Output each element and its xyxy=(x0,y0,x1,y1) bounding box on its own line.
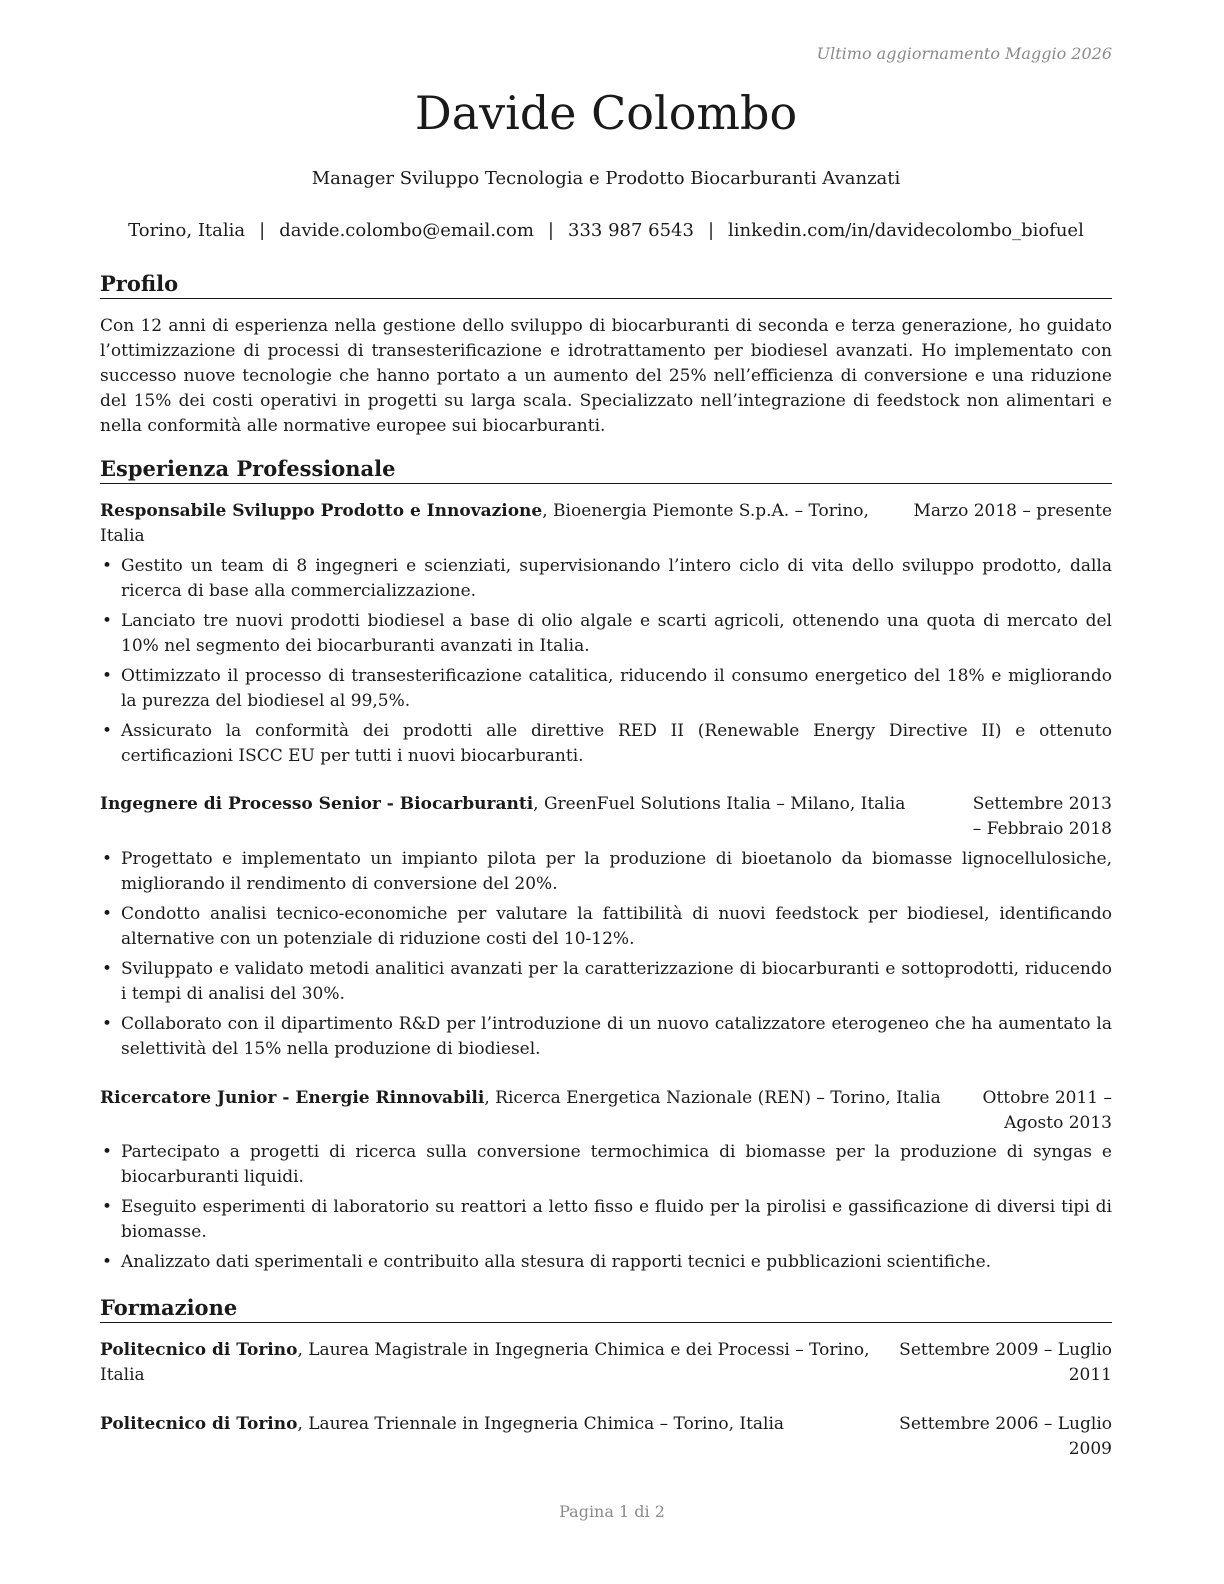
job-header xyxy=(100,792,1112,842)
contact-separator: | xyxy=(547,220,554,241)
job-header xyxy=(100,499,1112,549)
job-role: Ricercatore Junior - Energie Rinnovabili xyxy=(100,1088,485,1108)
list-item: • Progettato e implementato un impianto pilota per la produzione di bioetanolo da biomasse lignocellulosiche, migliorando il rendimento di conversione del 20%. xyxy=(100,847,1112,897)
job-title: Manager Sviluppo Tecnologia e Prodotto Biocarburanti Avanzati xyxy=(311,168,901,189)
page-number: Pagina 1 di 2 xyxy=(559,1502,665,1521)
list-item: • Partecipato a progetti di ricerca sulla conversione termochimica di biomasse per la produzione di syngas e biocarburanti liquidi. xyxy=(100,1140,1112,1190)
contact-separator: | xyxy=(259,220,266,241)
contact-separator: | xyxy=(707,220,715,241)
contact-line xyxy=(100,220,1112,241)
job-org: , GreenFuel Solutions Italia – Milano, Italia xyxy=(533,794,906,814)
candidate-name: Davide Colombo xyxy=(414,86,798,140)
job-date: Marzo 2018 – presente xyxy=(913,501,1112,521)
education-degree: , Laurea Triennale in Ingegneria Chimica – Torino, Italia xyxy=(297,1414,785,1434)
contact-linkedin[interactable]: linkedin.com/in/davidecolombo_biofuel xyxy=(728,220,1084,241)
education-school: Politecnico di Torino xyxy=(100,1340,298,1360)
job-bullets xyxy=(100,847,1112,1067)
education-degree: , Laurea Magistrale in Ingegneria Chimica e dei Processi – Torino, Italia xyxy=(100,1340,870,1385)
job-header xyxy=(100,1086,1112,1136)
contact-email[interactable]: davide.colombo@email.com xyxy=(279,220,534,241)
education-school: Politecnico di Torino xyxy=(100,1414,298,1434)
job-org: , Bioenergia Piemonte S.p.A. – Torino, Italia xyxy=(100,501,869,546)
list-item: • Ottimizzato il processo di transesterificazione catalitica, riducendo il consumo energetico del 18% e migliorando la purezza del biodiesel al 99,5%. xyxy=(100,664,1112,714)
job-role: Ingegnere di Processo Senior - Biocarburanti xyxy=(100,794,534,814)
education-entry xyxy=(100,1338,1112,1388)
section-title-experience: Esperienza Professionale xyxy=(100,456,1112,484)
job-role: Responsabile Sviluppo Prodotto e Innovazione xyxy=(100,501,543,521)
list-item: • Sviluppato e validato metodi analitici avanzati per la caratterizzazione di biocarburanti e sottoprodotti, riducendo i tempi di analisi del 30%. xyxy=(100,957,1112,1007)
job-date: Settembre 2013 – Febbraio 2018 xyxy=(972,794,1112,839)
job-bullets xyxy=(100,554,1112,774)
job-date: Ottobre 2011 – Agosto 2013 xyxy=(982,1088,1112,1133)
contact-location: Torino, Italia xyxy=(128,220,246,241)
list-item: • Eseguito esperimenti di laboratorio su reattori a letto fisso e fluido per la pirolisi e gassificazione di diversi tipi di biomasse. xyxy=(100,1195,1112,1245)
education-entry xyxy=(100,1412,1112,1462)
section-title-profile: Profilo xyxy=(100,271,1112,299)
list-item: • Collaborato con il dipartimento R&D per l’introduzione di un nuovo catalizzatore eterogeneo che ha aumentato la selettività del 15% nella produzione di biodiesel. xyxy=(100,1012,1112,1062)
job-org: , Ricerca Energetica Nazionale (REN) – Torino, Italia xyxy=(484,1088,941,1108)
list-item: • Lanciato tre nuovi prodotti biodiesel a base di olio algale e scarti agricoli, ottenendo una quota di mercato del 10% nel segmento dei biocarburanti avanzati in Italia. xyxy=(100,609,1112,659)
profile-text: Con 12 anni di esperienza nella gestione dello sviluppo di biocarburanti di seconda e terza generazione, ho guidato l’ottimizzazione di processi di transesterificazione e idrotrattamento per biodiesel avanzati. Ho implementato con successo nuove tecnologie che hanno portato a un aumento del 25% nell’efficienza di conversione e una riduzione del 15% dei costi operativi in progetti su larga scala. Specializzato nell’integrazione di feedstock non alimentari e nella conformità alle normative europee sui biocarburanti. xyxy=(100,316,1112,436)
education-date: Settembre 2009 – Luglio 2011 xyxy=(899,1340,1112,1385)
section-title-education: Formazione xyxy=(100,1295,1112,1323)
contact-phone[interactable]: 333 987 6543 xyxy=(568,220,694,241)
list-item: • Assicurato la conformità dei prodotti alle direttive RED II (Renewable Energy Directive II) e ottenuto certificazioni ISCC EU per tutti i nuovi biocarburanti. xyxy=(100,719,1112,769)
job-bullets xyxy=(100,1140,1112,1280)
education-date: Settembre 2006 – Luglio 2009 xyxy=(899,1414,1112,1459)
list-item: • Analizzato dati sperimentali e contribuito alla stesura di rapporti tecnici e pubblicazioni scientifiche. xyxy=(100,1250,1112,1275)
list-item: • Gestito un team di 8 ingegneri e scienziati, supervisionando l’intero ciclo di vita dello sviluppo prodotto, dalla ricerca di base alla commercializzazione. xyxy=(100,554,1112,604)
list-item: • Condotto analisi tecnico-economiche per valutare la fattibilità di nuovi feedstock per biodiesel, identificando alternative con un potenziale di riduzione costi del 10-12%. xyxy=(100,902,1112,952)
last-updated: Ultimo aggiornamento Maggio 2026 xyxy=(816,44,1112,63)
